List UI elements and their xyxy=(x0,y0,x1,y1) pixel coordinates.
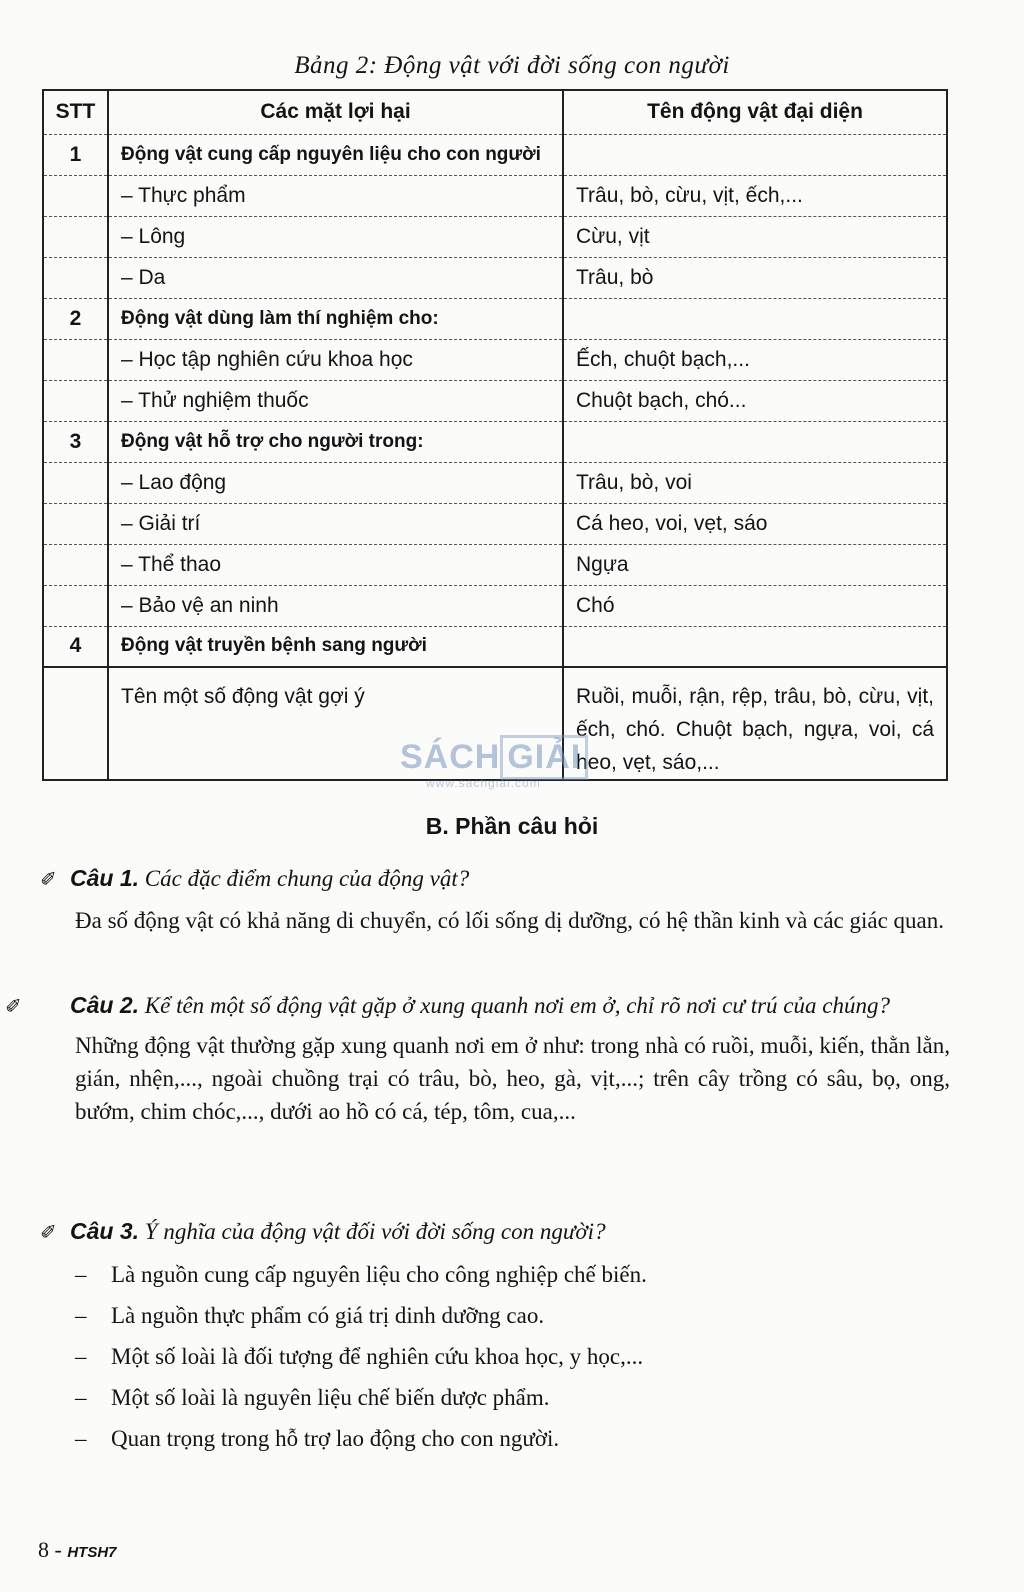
table-row-suggested xyxy=(43,667,947,780)
table-cell-animals xyxy=(563,421,947,462)
table-cell-stt xyxy=(43,380,108,421)
table-cell-item: – Thử nghiệm thuốc xyxy=(108,380,563,421)
table-cell-animals: Trâu, bò, cừu, vịt, ếch,... xyxy=(563,175,947,216)
question-label: Câu 1. xyxy=(70,865,140,891)
question-label: Câu 3. xyxy=(70,1218,140,1244)
question-label: Câu 2. xyxy=(70,992,140,1018)
table-cell-item: – Giải trí xyxy=(108,503,563,544)
table-cell-animals: Trâu, bò xyxy=(563,257,947,298)
table-cell-item: – Học tập nghiên cứu khoa học xyxy=(108,339,563,380)
answer-list xyxy=(75,1254,950,1459)
table-body xyxy=(43,134,947,667)
book-code: HTSH7 xyxy=(67,1544,117,1561)
table-cell-item: Động vật cung cấp nguyên liệu cho con người xyxy=(108,134,563,175)
table-caption: Bảng 2: Động vật với đời sống con người xyxy=(294,52,730,79)
answer-text: Đa số động vật có khả năng di chuyển, có lối sống dị dưỡng, có hệ thần kinh và các giác quan. xyxy=(75,908,945,933)
pencil-icon: ✐ xyxy=(5,996,22,1018)
question-2 xyxy=(5,989,950,1128)
table-cell-animals xyxy=(563,134,947,175)
table-cell-stt: 1 xyxy=(43,134,108,175)
table-cell-stt: 2 xyxy=(43,298,108,339)
table-row xyxy=(43,380,947,421)
table-row xyxy=(43,339,947,380)
table-cell-stt xyxy=(43,339,108,380)
question-text: Kể tên một số động vật gặp ở xung quanh nơi em ở, chỉ rõ nơi cư trú của chúng? xyxy=(144,993,890,1018)
table-row xyxy=(43,462,947,503)
table-cell-animals: Chó xyxy=(563,585,947,626)
table-cell-item: Động vật dùng làm thí nghiệm cho: xyxy=(108,298,563,339)
header-aspects: Các mặt lợi hại xyxy=(108,90,563,134)
table-cell-animals: Cừu, vịt xyxy=(563,216,947,257)
watermark-url: www.sachgiai.com xyxy=(426,776,541,790)
table-row xyxy=(43,421,947,462)
table-cell-item: – Bảo vệ an ninh xyxy=(108,585,563,626)
table-cell-stt xyxy=(43,544,108,585)
table-row xyxy=(43,503,947,544)
table-cell-item: Tên một số động vật gợi ý xyxy=(108,667,563,780)
list-item: – Là nguồn cung cấp nguyên liệu cho công nghiệp chế biến. xyxy=(75,1254,950,1295)
pencil-icon: ✐ xyxy=(40,1222,57,1244)
page-footer xyxy=(38,1537,117,1563)
table-cell-animals: Ếch, chuột bạch,... xyxy=(563,339,947,380)
page-number: 8 - xyxy=(38,1537,62,1562)
table-cell-stt xyxy=(43,585,108,626)
table-cell-item: Động vật truyền bệnh sang người xyxy=(108,626,563,667)
table-row xyxy=(43,175,947,216)
table-row xyxy=(43,216,947,257)
table-row xyxy=(43,134,947,175)
table-cell-animals: Ngựa xyxy=(563,544,947,585)
table-cell-animals xyxy=(563,626,947,667)
table-cell-stt: 3 xyxy=(43,421,108,462)
table-cell-stt xyxy=(43,667,108,780)
table-row xyxy=(43,257,947,298)
animals-table xyxy=(42,89,948,781)
table-cell-animals: Cá heo, voi, vẹt, sáo xyxy=(563,503,947,544)
table-cell-item: – Thực phẩm xyxy=(108,175,563,216)
table-cell-stt xyxy=(43,216,108,257)
header-animals: Tên động vật đại diện xyxy=(563,90,947,134)
table-cell-item: – Lông xyxy=(108,216,563,257)
table-cell-stt: 4 xyxy=(43,626,108,667)
question-3 xyxy=(40,1215,950,1459)
list-item: – Một số loài là nguyên liệu chế biến dược phẩm. xyxy=(75,1377,950,1418)
list-item: – Quan trọng trong hỗ trợ lao động cho con người. xyxy=(75,1418,950,1459)
table-cell-stt xyxy=(43,257,108,298)
watermark-text-b: GIẢI xyxy=(500,735,588,780)
list-item: – Là nguồn thực phẩm có giá trị dinh dưỡng cao. xyxy=(75,1295,950,1336)
answer-text: Những động vật thường gặp xung quanh nơi em ở như: trong nhà có ruồi, muỗi, kiến, thằn lằn, gián, nhện,..., ngoài chuồng trại có trâu, bò, heo, gà, vịt,...; trên cây trồng có sâu, bọ, ong, bướm, chim chóc,..., dưới ao hồ có cá, tép, tôm, cua,... xyxy=(75,1033,950,1124)
table-cell-animals: Trâu, bò, voi xyxy=(563,462,947,503)
table-header-row xyxy=(43,90,947,134)
pencil-icon: ✐ xyxy=(40,869,57,891)
table-cell-stt xyxy=(43,462,108,503)
table-row xyxy=(43,585,947,626)
table-cell-item: – Lao động xyxy=(108,462,563,503)
list-item: – Một số loài là đối tượng để nghiên cứu khoa học, y học,... xyxy=(75,1336,950,1377)
table-cell-item: – Da xyxy=(108,257,563,298)
table-cell-animals: Ruồi, muỗi, rận, rệp, trâu, bò, cừu, vịt, ếch, chó. Chuột bạch, ngựa, voi, cá heo, vẹt, sáo,... xyxy=(563,667,947,780)
table-cell-item: Động vật hỗ trợ cho người trong: xyxy=(108,421,563,462)
table-row xyxy=(43,626,947,667)
header-stt: STT xyxy=(43,90,108,134)
question-1 xyxy=(40,862,950,937)
table-cell-stt xyxy=(43,175,108,216)
section-title: B. Phần câu hỏi xyxy=(425,813,599,839)
table-row xyxy=(43,298,947,339)
table-row xyxy=(43,544,947,585)
table-cell-animals: Chuột bạch, chó... xyxy=(563,380,947,421)
question-text: Các đặc điểm chung của động vật? xyxy=(144,866,470,891)
table-cell-stt xyxy=(43,503,108,544)
watermark-text-a: SÁCH xyxy=(400,738,501,776)
table-cell-item: – Thể thao xyxy=(108,544,563,585)
table-cell-animals xyxy=(563,298,947,339)
question-text: Ý nghĩa của động vật đối với đời sống con người? xyxy=(144,1219,606,1244)
